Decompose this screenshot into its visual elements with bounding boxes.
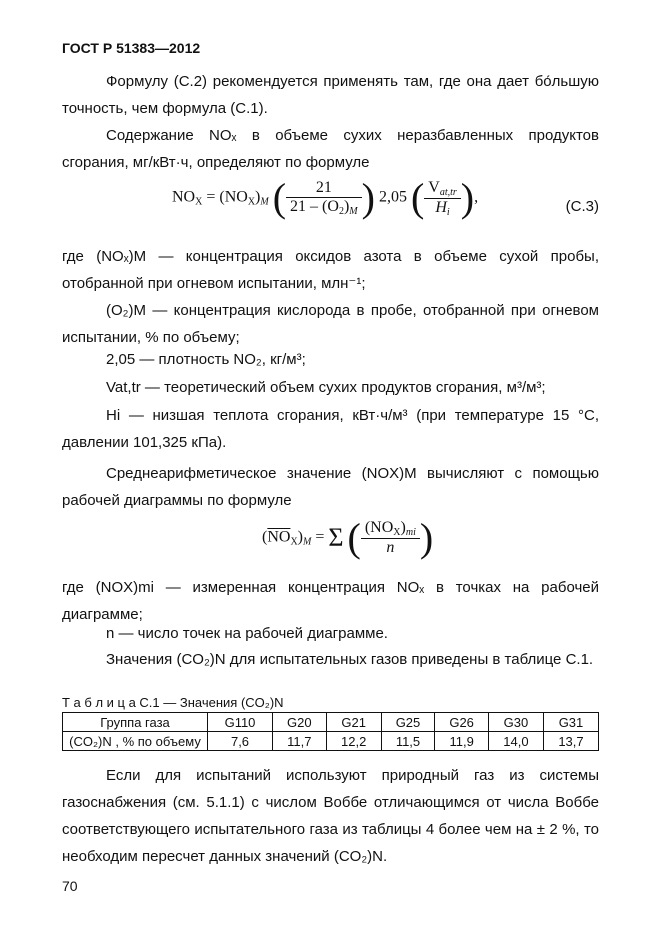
formula-mean: $(\overline{NO}X)_M = \Sigma$ ( $\frac{(NOX)_{mi}}{n}$ ) <box>262 515 434 560</box>
paragraph-4: Значения (CO₂)N для испытательных газов приведены в таблице С.1. <box>106 651 594 668</box>
table-cell: 7,6 <box>208 732 273 751</box>
page-number: 70 <box>62 878 78 894</box>
table-cell: 13,7 <box>543 732 598 751</box>
table-cell: 12,2 <box>326 732 381 751</box>
table-cell: 11,7 <box>273 732 327 751</box>
table-cell: G26 <box>435 713 489 732</box>
table-cell: G30 <box>488 713 543 732</box>
table-c1 <box>62 712 599 751</box>
paragraph-1: Формулу (С.2) рекомендуется применять там, где она дает бо́льшую точность, чем формула (С.1). <box>62 73 599 117</box>
table-cell: 11,9 <box>435 732 489 751</box>
definition-nox: где (NOₓ)M — концентрация оксидов азота в объеме сухой пробы, отобранной при огневом испытании, млн⁻¹; <box>62 248 599 292</box>
table-header-row <box>63 713 599 732</box>
formula-c3-label: (С.3) <box>565 198 599 215</box>
table-row <box>63 732 599 751</box>
formula-c3: NOX = $(NOX)_M$ ( $\frac{21}{21 - (O2)_M}$ ) 2,05 ( $\frac{V_{at,tr}}{H_i}$ ), <box>172 175 479 220</box>
definition-vat: Vat,tr — теоретический объем сухих продуктов сгорания, м³/м³; <box>106 379 546 396</box>
table-cell: G25 <box>381 713 435 732</box>
table-cell: (CO₂)N , % по объему <box>63 732 208 751</box>
table-cell: G21 <box>326 713 381 732</box>
table-cell: G110 <box>208 713 273 732</box>
definition-hi: Hi — низшая теплота сгорания, кВт·ч/м³ (при температуре 15 °С, давлении 101,325 кПа). <box>62 407 599 451</box>
definition-density: 2,05 — плотность NO₂, кг/м³; <box>106 351 306 368</box>
paragraph-5: Если для испытаний используют природный газ из системы газоснабжения (см. 5.1.1) с числом Воббе отличающимся от числа Воббе соответствующего испытательного газа из таблицы 4 более чем на ± 2 %, то необходим пересчет данных значений (CO₂)N. <box>62 767 599 865</box>
table-cell: G31 <box>543 713 598 732</box>
paragraph-2: Содержание NOₓ в объеме сухих неразбавленных продуктов сгорания, мг/кВт·ч, определяют по формуле <box>62 127 599 171</box>
definition-o2: (O₂)M — концентрация кислорода в пробе, отобранной при огневом испытании, % по объему; <box>62 302 599 346</box>
definition-n: n — число точек на рабочей диаграмме. <box>106 625 388 642</box>
table-caption: Т а б л и ц а С.1 — Значения (CO₂)N <box>62 695 284 710</box>
paragraph-3: Среднеарифметическое значение (NOX)M вычисляют с помощью рабочей диаграммы по формуле <box>62 465 599 509</box>
document-header: ГОСТ Р 51383—2012 <box>62 40 201 56</box>
table-cell: 11,5 <box>381 732 435 751</box>
table-cell: 14,0 <box>488 732 543 751</box>
table-cell: G20 <box>273 713 327 732</box>
table-cell: Группа газа <box>63 713 208 732</box>
definition-nox-mi: где (NOX)mi — измеренная концентрация NOₓ в точках на рабочей диаграмме; <box>62 579 599 623</box>
